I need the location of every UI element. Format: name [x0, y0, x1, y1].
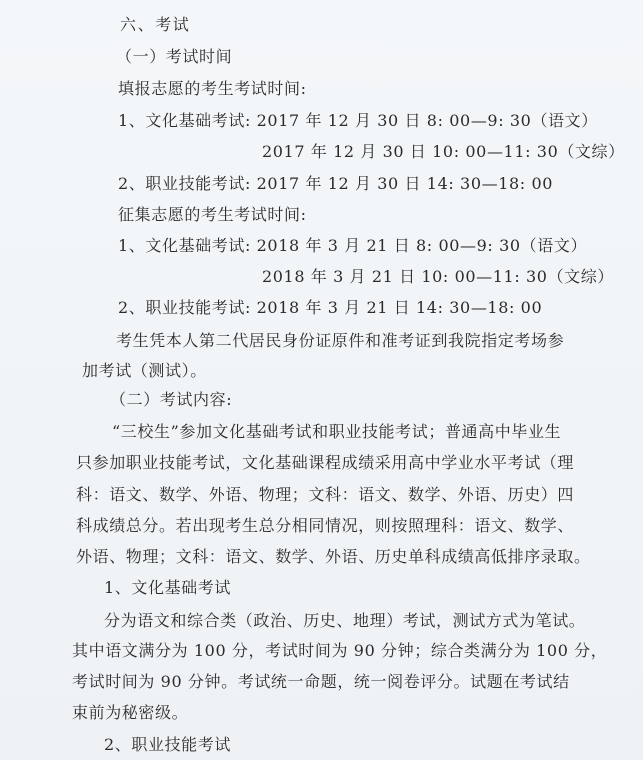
item1-line1: 分为语文和综合类（政治、历史、地理）考试，测试方式为笔试。	[104, 611, 586, 630]
item2-heading: 2、职业技能考试	[104, 735, 231, 754]
fill-exam1: 1、文化基础考试: 2017 年 12 月 30 日 8: 00—9: 30（语文）	[118, 111, 598, 130]
item1-heading: 1、文化基础考试	[104, 578, 231, 597]
item1-line2: 其中语文满分为 100 分，考试时间为 90 分钟；综合类满分为 100 分，	[72, 641, 608, 660]
sub2-heading: （二）考试内容:	[110, 390, 233, 409]
collect-intro: 征集志愿的考生考试时间:	[118, 205, 307, 224]
collect-exam1-b: 2018 年 3 月 21 日 10: 00—11: 30（文综）	[262, 267, 614, 286]
content-p1-line3: 科：语文、数学、外语、物理；文科：语文、数学、外语、历史）四	[76, 485, 575, 504]
sub1-heading: （一）考试时间	[116, 47, 233, 66]
item1-line3: 考试时间为 90 分钟。考试统一命题，统一阅卷评分。试题在考试结	[72, 672, 570, 691]
collect-exam1: 1、文化基础考试: 2018 年 3 月 21 日 8: 00—9: 30（语文）	[118, 236, 588, 255]
id-notice-line1: 考生凭本人第二代居民身份证原件和准考证到我院指定考场参	[116, 331, 565, 350]
fill-exam2: 2、职业技能考试: 2017 年 12 月 30 日 14: 30—18: 00	[118, 174, 553, 193]
content-p1-line2: 只参加职业技能考试，文化基础课程成绩采用高中学业水平考试（理	[76, 453, 575, 472]
content-p1-line5: 外语、物理；文科：语文、数学、外语、历史单科成绩高低排序录取。	[76, 547, 591, 566]
item1-line4: 束前为秘密级。	[72, 703, 189, 722]
id-notice-line2: 加考试（测试）。	[82, 361, 207, 380]
section-heading: 六、考试	[120, 15, 191, 34]
fill-exam1-b: 2017 年 12 月 30 日 10: 00—11: 30（文综）	[262, 142, 625, 161]
content-p1-line1: “三校生”参加文化基础考试和职业技能考试；普通高中毕业生	[112, 422, 562, 441]
content-p1-line4: 科成绩总分。若出现考生总分相同情况，则按照理科：语文、数学、	[76, 516, 575, 535]
fill-intro: 填报志愿的考生考试时间:	[118, 79, 307, 98]
collect-exam2: 2、职业技能考试: 2018 年 3 月 21 日 14: 30—18: 00	[118, 298, 543, 317]
